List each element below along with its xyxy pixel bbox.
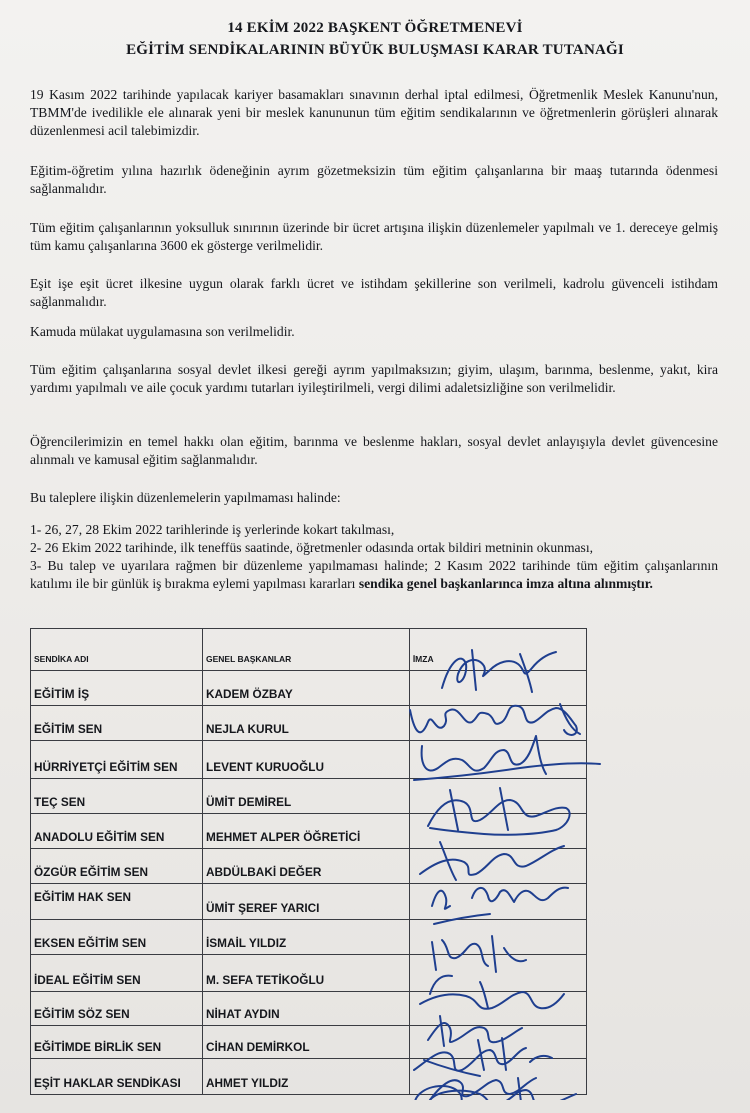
signature-cell — [409, 1026, 586, 1059]
union-name: EĞİTİMDE BİRLİK SEN — [31, 1026, 203, 1059]
president-name: MEHMET ALPER ÖĞRETİCİ — [203, 814, 410, 849]
signature-cell — [409, 779, 586, 814]
signature-cell — [409, 884, 586, 920]
document-title-line1: 14 EKİM 2022 BAŞKENT ÖĞRETMENEVİ — [227, 20, 523, 36]
president-name: CİHAN DEMİRKOL — [203, 1026, 410, 1059]
table-header-row — [31, 629, 587, 671]
table-row — [31, 884, 587, 920]
table-row — [31, 671, 587, 706]
president-name: M. SEFA TETİKOĞLU — [203, 955, 410, 992]
table-row — [31, 814, 587, 849]
president-name: ABDÜLBAKİ DEĞER — [203, 849, 410, 884]
action-item-1: 1- 26, 27, 28 Ekim 2022 tarihlerinde iş yerlerinde kokart takılması, — [30, 522, 395, 537]
president-name: KADEM ÖZBAY — [203, 671, 410, 706]
signature-cell — [409, 1059, 586, 1095]
president-name: ÜMİT DEMİREL — [203, 779, 410, 814]
president-name: LEVENT KURUOĞLU — [203, 741, 410, 779]
paragraph-1: 19 Kasım 2022 tarihinde yapılacak kariyer basamakları sınavının derhal iptal edilmesi, Öğretmenlik Meslek Kanunu'nun, TBMM'de ivedilikle ele alınarak yeni bir meslek kanununun tüm eğitim sendikalarının ve öğretmenlerin görüşleri alınarak düzenlenmesi acil talebimizdir. — [30, 87, 718, 138]
union-name: EĞİTİM SÖZ SEN — [31, 992, 203, 1026]
president-name: ÜMİT ŞEREF YARICI — [203, 884, 410, 920]
signature-cell — [409, 741, 586, 779]
union-name: EKSEN EĞİTİM SEN — [31, 920, 203, 955]
president-name: AHMET YILDIZ — [203, 1059, 410, 1095]
union-name: ÖZGÜR EĞİTİM SEN — [31, 849, 203, 884]
paragraph-3: Tüm eğitim çalışanlarının yoksulluk sınırının üzerinde bir ücret artışına ilişkin düzenlemeler yapılmalı ve 1. dereceye gelmiş tüm kamu çalışanlarına 3600 ek gösterge verilmelidir. — [30, 220, 718, 253]
table-row — [31, 920, 587, 955]
paragraph-6: Tüm eğitim çalışanlarına sosyal devlet ilkesi gereği ayrım yapılmaksızın; giyim, ulaşım, barınma, beslenme, yakıt, kira yardımı yapılmalı ve aile çocuk yardımı tutarları iyileştirilmeli, vergi dilimi adaletsizliğine son verilmelidir. — [30, 362, 718, 395]
document-title-line2: EĞİTİM SENDİKALARININ BÜYÜK BULUŞMASI KARAR TUTANAĞI — [126, 42, 624, 58]
paragraph-5: Kamuda mülakat uygulamasına son verilmelidir. — [30, 324, 295, 339]
union-name: HÜRRİYETÇİ EĞİTİM SEN — [31, 741, 203, 779]
paragraph-8: Bu taleplere ilişkin düzenlemelerin yapılmaması halinde: — [30, 490, 341, 505]
signature-cell — [409, 814, 586, 849]
action-item-3-text: 3- Bu talep ve uyarılara rağmen bir düzenleme yapılmaması halinde; 2 Kasım 2022 tarihinde tüm eğitim çalışanlarının katılımı ile bir günlük iş bırakma eylemi yapılması kararları — [30, 558, 718, 591]
table-row — [31, 955, 587, 992]
union-name: EŞİT HAKLAR SENDİKASI — [31, 1059, 203, 1095]
action-item-3-bold: sendika genel başkanlarınca imza altına alınmıştır. — [358, 576, 653, 591]
signature-cell — [409, 992, 586, 1026]
president-name: NEJLA KURUL — [203, 706, 410, 741]
table-row — [31, 779, 587, 814]
header-president: GENEL BAŞKANLAR — [203, 629, 410, 671]
table-row — [31, 849, 587, 884]
table-row — [31, 1059, 587, 1095]
paragraph-7: Öğrencilerimizin en temel hakkı olan eğitim, barınma ve beslenme hakları, sosyal devlet anlayışıyla devlet güvencesine alınmalı ve kamusal eğitim sağlanmalıdır. — [30, 434, 718, 467]
union-name: ANADOLU EĞİTİM SEN — [31, 814, 203, 849]
signature-cell — [409, 955, 586, 992]
signature-cell — [409, 920, 586, 955]
union-name: EĞİTİM İŞ — [31, 671, 203, 706]
union-name: EĞİTİM SEN — [31, 706, 203, 741]
action-item-3 — [30, 557, 718, 593]
president-name: NİHAT AYDIN — [203, 992, 410, 1026]
union-name: EĞİTİM HAK SEN — [31, 884, 203, 920]
union-name: İDEAL EĞİTİM SEN — [31, 955, 203, 992]
table-row — [31, 741, 587, 779]
signature-cell — [409, 706, 586, 741]
table-row — [31, 992, 587, 1026]
table-row — [31, 1026, 587, 1059]
signature-cell — [409, 671, 586, 706]
action-item-2: 2- 26 Ekim 2022 tarihinde, ilk teneffüs saatinde, öğretmenler odasında ortak bildiri metninin okunması, — [30, 540, 594, 555]
signature-table — [30, 628, 587, 1095]
union-name: TEÇ SEN — [31, 779, 203, 814]
table-row — [31, 706, 587, 741]
paragraph-2: Eğitim-öğretim yılına hazırlık ödeneğinin ayrım gözetmeksizin tüm eğitim çalışanlarına bir maaş tutarında ödenmesi sağlanmalıdır. — [30, 163, 718, 196]
paragraph-4: Eşit işe eşit ücret ilkesine uygun olarak farklı ücret ve istihdam şekillerine son verilmeli, kadrolu güvenceli istihdam sağlanmalıdır. — [30, 276, 718, 309]
president-name: İSMAİL YILDIZ — [203, 920, 410, 955]
header-union: SENDİKA ADI — [31, 629, 203, 671]
header-signature: İMZA — [409, 629, 586, 671]
signature-cell — [409, 849, 586, 884]
